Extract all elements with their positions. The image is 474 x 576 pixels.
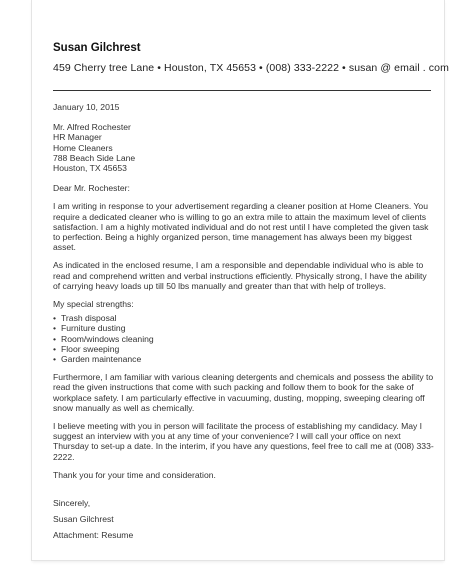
closing: Sincerely,	[53, 498, 91, 509]
sender-name: Susan Gilchrest	[53, 42, 141, 54]
list-item: • Floor sweeping	[53, 344, 435, 354]
recipient-city: Houston, TX 45653	[53, 163, 127, 174]
paragraph-skills: Furthermore, I am familiar with various cleaning detergents and chemicals and possess the ability to read the given instructions that come with such packing and follow them to book for the sake of workplace safety. I am particularly effective in vacuuming, dusting, mopping, sweeping clearing off snow manually as well as chemically.	[53, 372, 434, 413]
recipient-street: 788 Beach Side Lane	[53, 152, 136, 163]
recipient-address	[53, 122, 435, 173]
paragraph-qualifications: As indicated in the enclosed resume, I am a responsible and dependable individual who is able to read and comprehend written and verbal instructions efficiently. Physically strong, I have the ability of carrying heavy loads up till 50 lbs manually and greater than that with help of trolleys.	[53, 260, 427, 291]
paragraph-thanks: Thank you for your time and consideration.	[53, 469, 216, 480]
letter-page	[32, 0, 449, 560]
list-item: • Room/windows cleaning	[53, 334, 435, 344]
strengths-list	[53, 313, 435, 364]
paragraph-interview: I believe meeting with you in person will facilitate the process of establishing my candidacy. May I suggest an interview with you at any time of your convenience? I will call your office on next Thursday to set-up a date. In the interim, if you have any questions, feel free to call me at (008) 333-2222.	[53, 421, 434, 462]
signature-block	[53, 498, 435, 540]
list-item: • Trash disposal	[53, 313, 435, 323]
header-divider	[53, 90, 431, 91]
recipient-title: HR Manager	[53, 132, 102, 143]
salutation: Dear Mr. Rochester:	[53, 183, 130, 194]
recipient-company: Home Cleaners	[53, 142, 113, 153]
letter-date: January 10, 2015	[53, 102, 120, 112]
recipient-name: Mr. Alfred Rochester	[53, 122, 131, 133]
strengths-heading: My special strengths:	[53, 299, 134, 310]
list-item: • Garden maintenance	[53, 354, 435, 364]
attachment-note: Attachment: Resume	[53, 529, 134, 540]
signature-name: Susan Gilchrest	[53, 514, 114, 525]
sender-contact-line: 459 Cherry tree Lane • Houston, TX 45653 • (008) 333-2222 • susan @ email . com	[53, 62, 449, 74]
letter-body	[53, 102, 435, 540]
paragraph-intro: I am writing in response to your advertisement regarding a cleaner position at Home Cleaners. You require a dedicated cleaner who is willing to go an extra mile to attain the maximum level of clients satisfaction. I am a highly motivated individual and do not rest until I have completed the given task to perfection. Being a highly organized person, time management has always been my biggest asset.	[53, 201, 429, 253]
list-item: • Furniture dusting	[53, 323, 435, 333]
